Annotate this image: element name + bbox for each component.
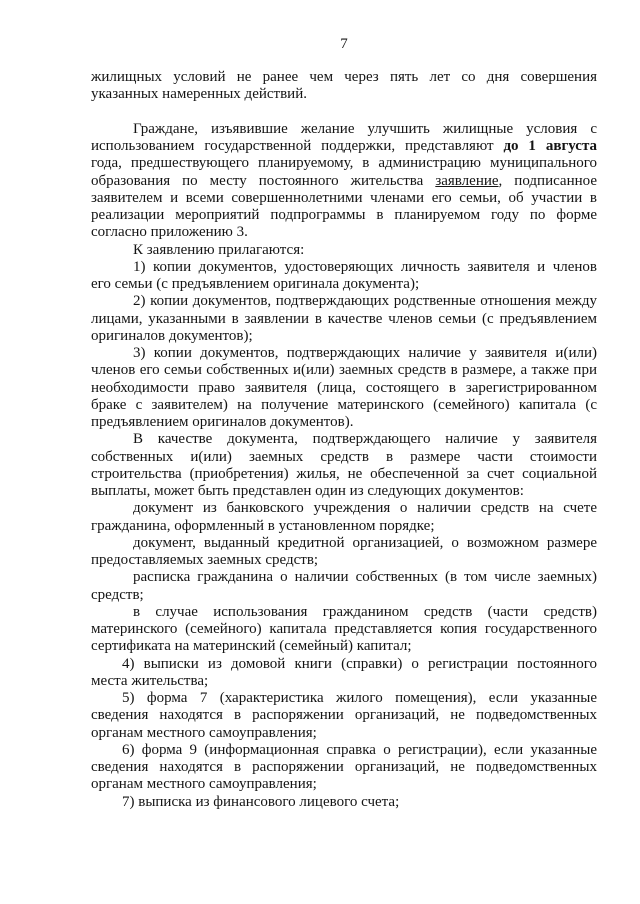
text-line: сведения находятся в распоряжении организаций, не подведомственных: [91, 707, 597, 724]
document-body: [91, 69, 597, 811]
text-line: согласно приложению 3.: [91, 224, 248, 241]
text-line: [91, 173, 597, 190]
paragraph: [91, 500, 597, 535]
paragraph: [91, 69, 597, 104]
page-number: 7: [340, 36, 348, 52]
list-item: [91, 794, 597, 811]
text-line: реализации мероприятий подпрограммы в планируемом году по форме: [91, 207, 597, 223]
paragraph: [91, 569, 597, 604]
paragraph: [91, 121, 597, 242]
text-line: сертификата на материнский (семейный) капитал;: [91, 638, 412, 655]
paragraph: [91, 242, 597, 259]
text-line: документ, выданный кредитной организацией, о возможном размере: [133, 534, 597, 551]
text-line: его семьи (с предъявлением оригинала документа);: [91, 276, 420, 292]
text-line: лицами, указанными в заявлении в качестве членов семьи (с предъявлением: [91, 310, 597, 327]
blank-line: [91, 104, 597, 121]
text-line: указанных намеренных действий.: [91, 86, 307, 103]
list-item: [91, 293, 597, 345]
text-line: членов его семьи собственных и(или) заемных средств в размере, а также при: [91, 362, 597, 379]
text-line: места жительства;: [91, 672, 209, 689]
text-line: предоставляемых заемных средств;: [91, 552, 319, 568]
paragraph: [91, 535, 597, 570]
text-line: документ из банковского учреждения о наличии средств на счете: [133, 500, 597, 517]
text-line: материнского (семейного) капитала представляется копия государственного: [91, 621, 597, 637]
text-line: предъявлением оригиналов документов).: [91, 414, 354, 430]
text-line: строительства (приобретения) жилья, не обеспеченной за счет социальной: [91, 465, 597, 482]
text-line: в случае использования гражданином средств (части средств): [133, 603, 597, 620]
text-segment: , подписанное: [498, 172, 597, 189]
application-underlined-text: заявление: [435, 172, 499, 189]
text-line: выплаты, может быть представлен один из следующих документов:: [91, 483, 524, 499]
list-item: [91, 345, 597, 431]
text-line: органам местного самоуправления;: [91, 776, 317, 793]
text-line: [91, 138, 597, 155]
text-line: органам местного самоуправления;: [91, 724, 317, 741]
deadline-bold-text: до 1 августа: [503, 138, 598, 154]
text-line: расписка гражданина о наличии собственных (в том числе заемных): [133, 569, 597, 586]
text-line: гражданина, оформленный в установленном порядке;: [91, 517, 435, 534]
text-line: браке с заявителем) на получение материнского (семейного) капитала (с: [91, 396, 597, 413]
text-line: сведения находятся в распоряжении организаций, не подведомственных: [91, 759, 597, 775]
text-line: 3) копии документов, подтверждающих наличие у заявителя и(или): [133, 345, 597, 361]
list-item: [91, 742, 597, 794]
text-line: оригиналов документов);: [91, 327, 253, 344]
list-item: [91, 690, 597, 742]
text-line: 1) копии документов, удостоверяющих личность заявителя и членов: [133, 258, 597, 275]
text-line: средств;: [91, 586, 144, 603]
text-line: 4) выписки из домовой книги (справки) о регистрации постоянного: [122, 655, 597, 672]
text-line: жилищных условий не ранее чем через пять лет со дня совершения: [91, 69, 597, 85]
list-item: [91, 259, 597, 294]
text-line: 5) форма 7 (характеристика жилого помещения), если указанные: [122, 690, 597, 706]
text-line: 2) копии документов, подтверждающих родственные отношения между: [133, 293, 597, 310]
text-segment: образования по месту постоянного жительства: [91, 172, 436, 189]
text-line: Граждане, изъявившие желание улучшить жилищные условия с: [133, 120, 597, 137]
text-segment: использованием государственной поддержки, представляют: [91, 138, 504, 154]
text-line: собственных и(или) заемных средств в размере части стоимости: [91, 448, 597, 465]
text-line: 7) выписка из финансового лицевого счета;: [122, 793, 400, 810]
text-line: заявителем и всеми совершеннолетними членами его семьи, об участии в: [91, 189, 597, 206]
text-line: необходимости право заявителя (лица, состоящего в зарегистрированном: [91, 379, 597, 396]
text-line: 6) форма 9 (информационная справка о регистрации), если указанные: [122, 741, 597, 758]
text-line: В качестве документа, подтверждающего наличие у заявителя: [133, 431, 597, 448]
paragraph: [91, 604, 597, 656]
list-item: [91, 656, 597, 691]
text-line: К заявлению прилагаются:: [133, 241, 305, 258]
paragraph: [91, 431, 597, 500]
text-line: года, предшествующего планируемому, в администрацию муниципального: [91, 155, 597, 172]
